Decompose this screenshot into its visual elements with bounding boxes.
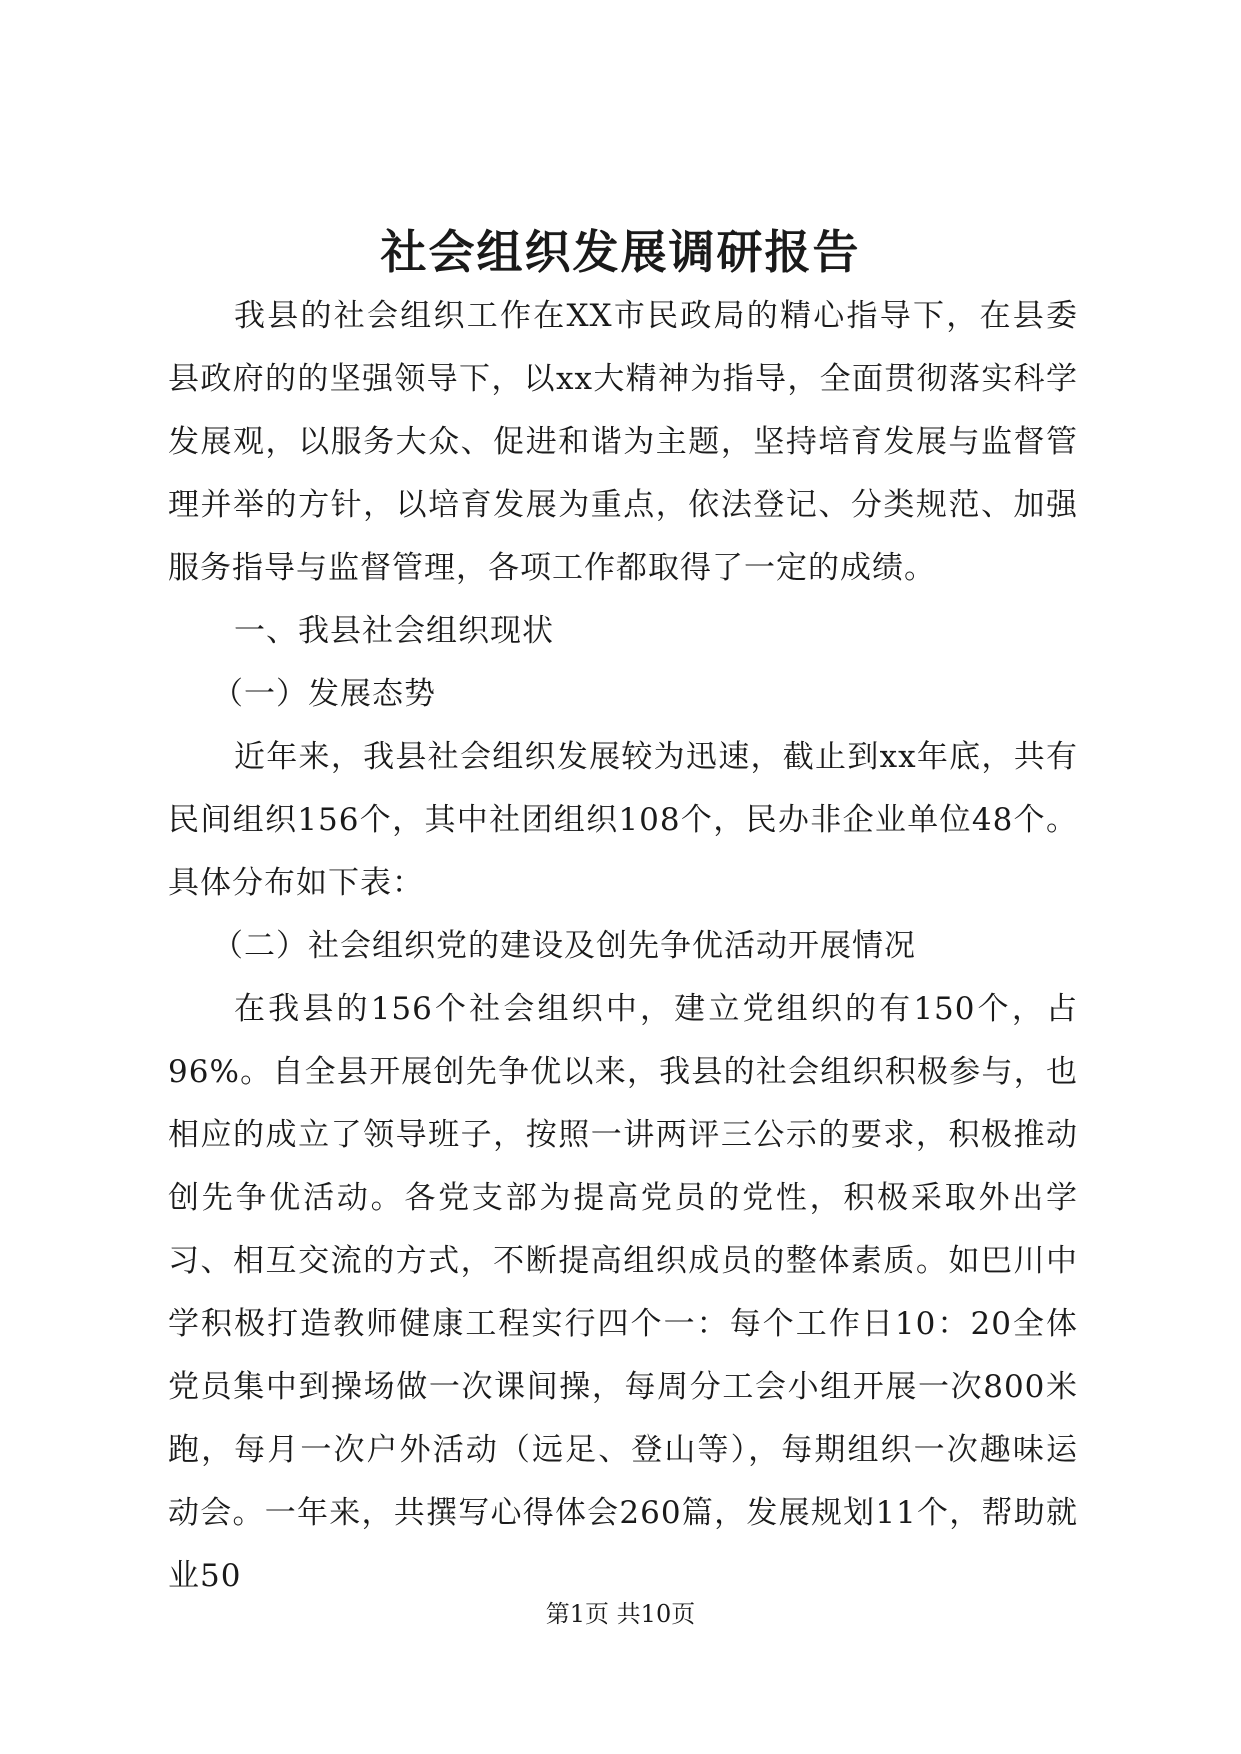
page-footer: 第1页 共10页 [545,1600,696,1628]
paragraph-development: 近年来，我县社会组织发展较为迅速，截止到xx年底，共有民间组织156个，其中社团组织108个，民办非企业单位48个。具体分布如下表： [168,739,1078,901]
subsection-heading: （一）发展态势 [212,676,436,712]
document-body [168,285,1078,1608]
paragraph-party-building: 在我县的156个社会组织中，建立党组织的有150个，占96%。自全县开展创先争优以来，我县的社会组织积极参与，也相应的成立了领导班子，按照一讲两评三公示的要求，积极推动创先争优活动。各党支部为提高党员的党性，积极采取外出学习、相互交流的方式，不断提高组织成员的整体素质。如巴川中学积极打造教师健康工程实行四个一：每个工作日10：20全体党员集中到操场做一次课间操，每周分工会小组开展一次800米跑，每月一次户外活动（远足、登山等），每期组织一次趣味运动会。一年来，共撰写心得体会260篇，发展规划11个，帮助就业50 [168,991,1078,1594]
section-heading: 一、我县社会组织现状 [234,613,554,649]
paragraph-intro: 我县的社会组织工作在XX市民政局的精心指导下，在县委县政府的的坚强领导下，以xx大精神为指导，全面贯彻落实科学发展观，以服务大众、促进和谐为主题，坚持培育发展与监督管理并举的方针，以培育发展为重点，依法登记、分类规范、加强服务指导与监督管理，各项工作都取得了一定的成绩。 [168,298,1078,586]
document-title: 社会组织发展调研报告 [380,225,861,279]
subsection-heading: （二）社会组织党的建设及创先争优活动开展情况 [212,928,916,964]
